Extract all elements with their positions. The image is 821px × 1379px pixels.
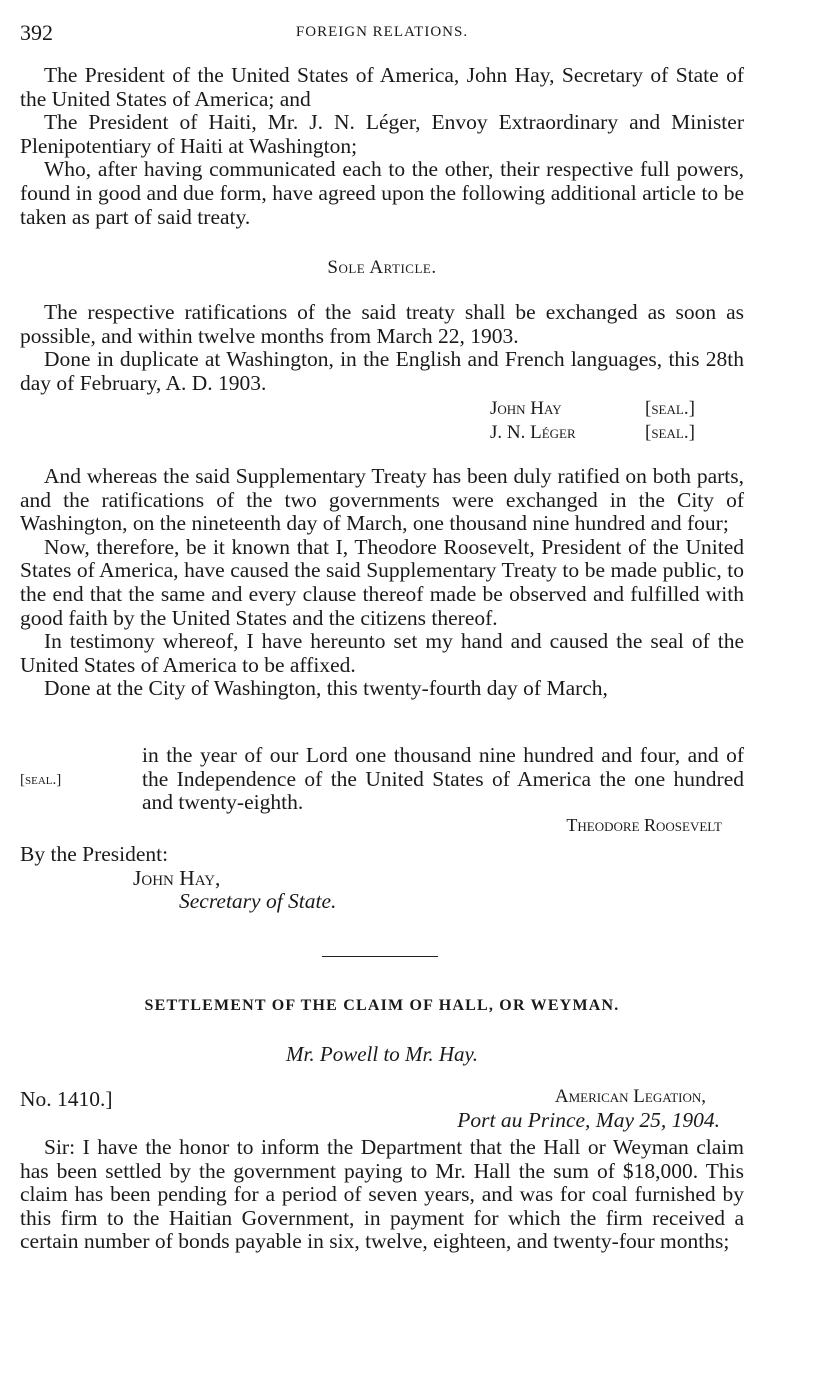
by-the-president: By the President: bbox=[20, 842, 169, 866]
letter-body bbox=[20, 1136, 744, 1254]
section-divider bbox=[322, 956, 438, 957]
legation-line bbox=[20, 1086, 744, 1108]
legation: American Legation, bbox=[554, 1086, 706, 1107]
page-header bbox=[20, 20, 744, 48]
john-hay-signature: John Hay, bbox=[133, 866, 221, 890]
running-title: FOREIGN RELATIONS. bbox=[295, 24, 469, 40]
paragraph-ratifications: The respective ratifications of the said treaty shall be exchanged as soon as possible, and within twelve months from March 22, 1903. bbox=[20, 300, 744, 348]
place-date-line bbox=[20, 1109, 744, 1133]
signature-row bbox=[490, 397, 695, 421]
john-hay-line bbox=[133, 867, 533, 891]
sole-article-body bbox=[20, 301, 744, 395]
paragraph-testimony: In testimony whereof, I have hereunto set my hand and caused the seal of the United States of America to be affixed. bbox=[20, 629, 744, 677]
paragraph-haiti-plenipotentiary: The President of Haiti, Mr. J. N. Léger, Envoy Extraordinary and Minister Plenipotentiary of Haiti at Washington; bbox=[20, 110, 744, 158]
paragraph-year-of-our-lord: in the year of our Lord one thousand nine hundred and four, and of the Independence of the United States of America the one hundred and twenty-eighth. bbox=[142, 743, 744, 815]
paragraph-sir: Sir: I have the honor to inform the Department that the Hall or Weyman claim has been settled by the government paying to Mr. Hall the sum of $18,000. This claim has been pending for a period of seven years, and was for coal furnished by this firm to the Haitian Government, in payment for which the firm received a certain number of bonds payable in six, twelve, eighteen, and twenty-four months; bbox=[20, 1135, 744, 1254]
roosevelt-name: Theodore Roosevelt bbox=[566, 815, 722, 835]
page-number: 392 bbox=[20, 20, 53, 45]
paragraph-done-at-washington: Done at the City of Washington, this twenty-fourth day of March, bbox=[44, 676, 608, 701]
paragraph-whereas: And whereas the said Supplementary Treaty has been duly ratified on both parts, and the ratifications of the two governments were exchanged in the City of Washington, on the nineteenth day of March, one thousand nine hundred and four; bbox=[20, 464, 744, 536]
seal-margin-mark: [seal.] bbox=[20, 772, 62, 788]
treaty-signatures bbox=[490, 397, 695, 445]
letter-title: Mr. Powell to Mr. Hay. bbox=[286, 1042, 478, 1066]
done-at-continuation bbox=[142, 744, 744, 815]
paragraph-done-in-duplicate: Done in duplicate at Washington, in the English and French languages, this 28th day of February, A. D. 1903. bbox=[20, 347, 744, 395]
signatory-name: J. N. Léger bbox=[490, 422, 576, 443]
proclamation-body bbox=[20, 465, 744, 701]
seal-mark: [seal.] bbox=[645, 398, 695, 419]
section-heading: SETTLEMENT OF THE CLAIM OF HALL, OR WEYMAN. bbox=[144, 997, 620, 1014]
preamble bbox=[20, 64, 744, 229]
secretary-of-state: Secretary of State. bbox=[179, 889, 337, 913]
paragraph-us-plenipotentiary: The President of the United States of America, John Hay, Secretary of State of the United States of America; and bbox=[20, 63, 744, 111]
letter-number: No. 1410.] bbox=[20, 1087, 113, 1111]
sole-article-heading: Sole Article. bbox=[327, 257, 437, 278]
paragraph-full-powers: Who, after having communicated each to the other, their respective full powers, found in good and due form, have agreed upon the following additional article to be taken as part of said treaty. bbox=[20, 157, 744, 229]
secretary-line bbox=[179, 890, 579, 914]
paragraph-now-therefore: Now, therefore, be it known that I, Theodore Roosevelt, President of the United States of America, have caused the said Supplementary Treaty to be made public, to the end that the same and every clause thereof made be observed and fulfilled with good faith by the United States and the citizens thereof. bbox=[20, 534, 744, 630]
place-date: Port au Prince, May 25, 1904. bbox=[457, 1108, 720, 1132]
signature-row bbox=[490, 421, 695, 445]
signature-roosevelt bbox=[20, 815, 744, 836]
seal-mark: [seal.] bbox=[645, 422, 695, 443]
signatory-name: John Hay bbox=[490, 398, 562, 419]
by-the-president-block bbox=[20, 843, 744, 867]
